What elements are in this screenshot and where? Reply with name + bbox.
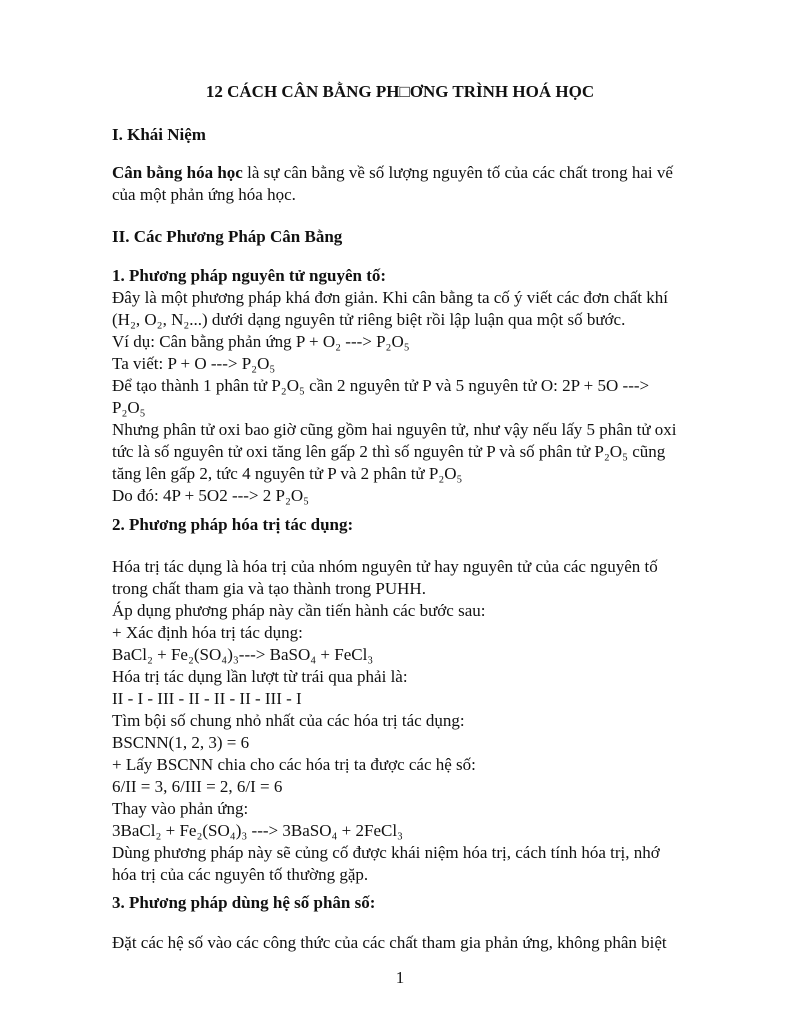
- text-line: P₂O₅: [112, 398, 146, 417]
- section-1: [112, 124, 720, 146]
- text-line: Ta viết: P + O ---> P₂O₅: [112, 354, 276, 373]
- text-line: Do đó: 4P + 5O2 ---> 2 P₂O₅: [112, 486, 310, 505]
- method-2: [112, 556, 720, 886]
- page-number: 1: [395, 968, 405, 987]
- method-3: [112, 892, 720, 914]
- text-line: Hóa trị tác dụng là hóa trị của nhóm nguyên tử hay nguyên tử của các nguyên tố: [112, 557, 658, 576]
- text-line: BaCl₂ + Fe₂(SO₄)₃---> BaSO₄ + FeCl₃: [112, 645, 374, 664]
- text-line: Đặt các hệ số vào các công thức của các chất tham gia phản ứng, không phân biệt: [112, 933, 667, 952]
- text-line: Hóa trị tác dụng lần lượt từ trái qua phải là:: [112, 667, 408, 686]
- text-line: hóa trị của các nguyên tố thường gặp.: [112, 865, 369, 884]
- text-line: Tìm bội số chung nhỏ nhất của các hóa trị tác dụng:: [112, 711, 465, 730]
- text-line: II - I - III - II - II - II - III - I: [112, 689, 302, 708]
- method-3-text: [112, 932, 720, 954]
- method-heading: 2. Phương pháp hóa trị tác dụng:: [112, 515, 354, 534]
- method-heading: 1. Phương pháp nguyên tử nguyên tố:: [112, 266, 387, 285]
- text-line: (H₂, O₂, N₂...) dưới dạng nguyên tử riêng biệt rồi lập luận qua một số bước.: [112, 310, 626, 329]
- method-1: [112, 265, 720, 507]
- section-heading: I. Khái Niệm: [112, 125, 206, 144]
- text-line: Nhưng phân tử oxi bao giờ cũng gồm hai nguyên tử, như vậy nếu lấy 5 phân tử oxi: [112, 420, 677, 439]
- term: Cân bằng hóa học: [112, 163, 243, 182]
- document-title: 12 CÁCH CÂN BẰNG PH□ƠNG TRÌNH HOÁ HỌC: [205, 82, 595, 101]
- text-line: Ví dụ: Cân bằng phản ứng P + O₂ ---> P₂O₅: [112, 332, 410, 351]
- section-heading: II. Các Phương Pháp Cân Bằng: [112, 227, 343, 246]
- method-heading: 3. Phương pháp dùng hệ số phân số:: [112, 893, 376, 912]
- section-2: [112, 226, 720, 248]
- text-line: 6/II = 3, 6/III = 2, 6/I = 6: [112, 777, 283, 796]
- text-line: Áp dụng phương pháp này cần tiến hành các bước sau:: [112, 601, 486, 620]
- method-2-heading-block: [112, 514, 720, 536]
- text-line: 3BaCl₂ + Fe₂(SO₄)₃ ---> 3BaSO₄ + 2FeCl₃: [112, 821, 403, 840]
- text-line: + Xác định hóa trị tác dụng:: [112, 623, 303, 642]
- text-line: Đây là một phương pháp khá đơn giản. Khi cân bằng ta cố ý viết các đơn chất khí: [112, 288, 668, 307]
- definition-paragraph: [112, 162, 720, 206]
- text-line: + Lấy BSCNN chia cho các hóa trị ta được các hệ số:: [112, 755, 476, 774]
- definition-line: của một phản ứng hóa học.: [112, 185, 296, 204]
- text-line: Thay vào phản ứng:: [112, 799, 249, 818]
- text-line: tăng lên gấp 2, tức 4 nguyên tử P và 2 phân tử P₂O₅: [112, 464, 463, 483]
- text-line: tức là số nguyên tử oxi tăng lên gấp 2 thì số nguyên tử P và số phân tử P₂O₅ cũng: [112, 442, 666, 461]
- text-line: trong chất tham gia và tạo thành trong PUHH.: [112, 579, 426, 598]
- text-line: Để tạo thành 1 phân tử P₂O₅ cần 2 nguyên tử P và 5 nguyên tử O: 2P + 5O --->: [112, 376, 650, 395]
- definition-text: là sự cân bằng về số lượng nguyên tố của các chất trong hai vế: [242, 163, 673, 182]
- text-line: Dùng phương pháp này sẽ củng cố được khái niệm hóa trị, cách tính hóa trị, nhớ: [112, 843, 660, 862]
- text-line: BSCNN(1, 2, 3) = 6: [112, 733, 250, 752]
